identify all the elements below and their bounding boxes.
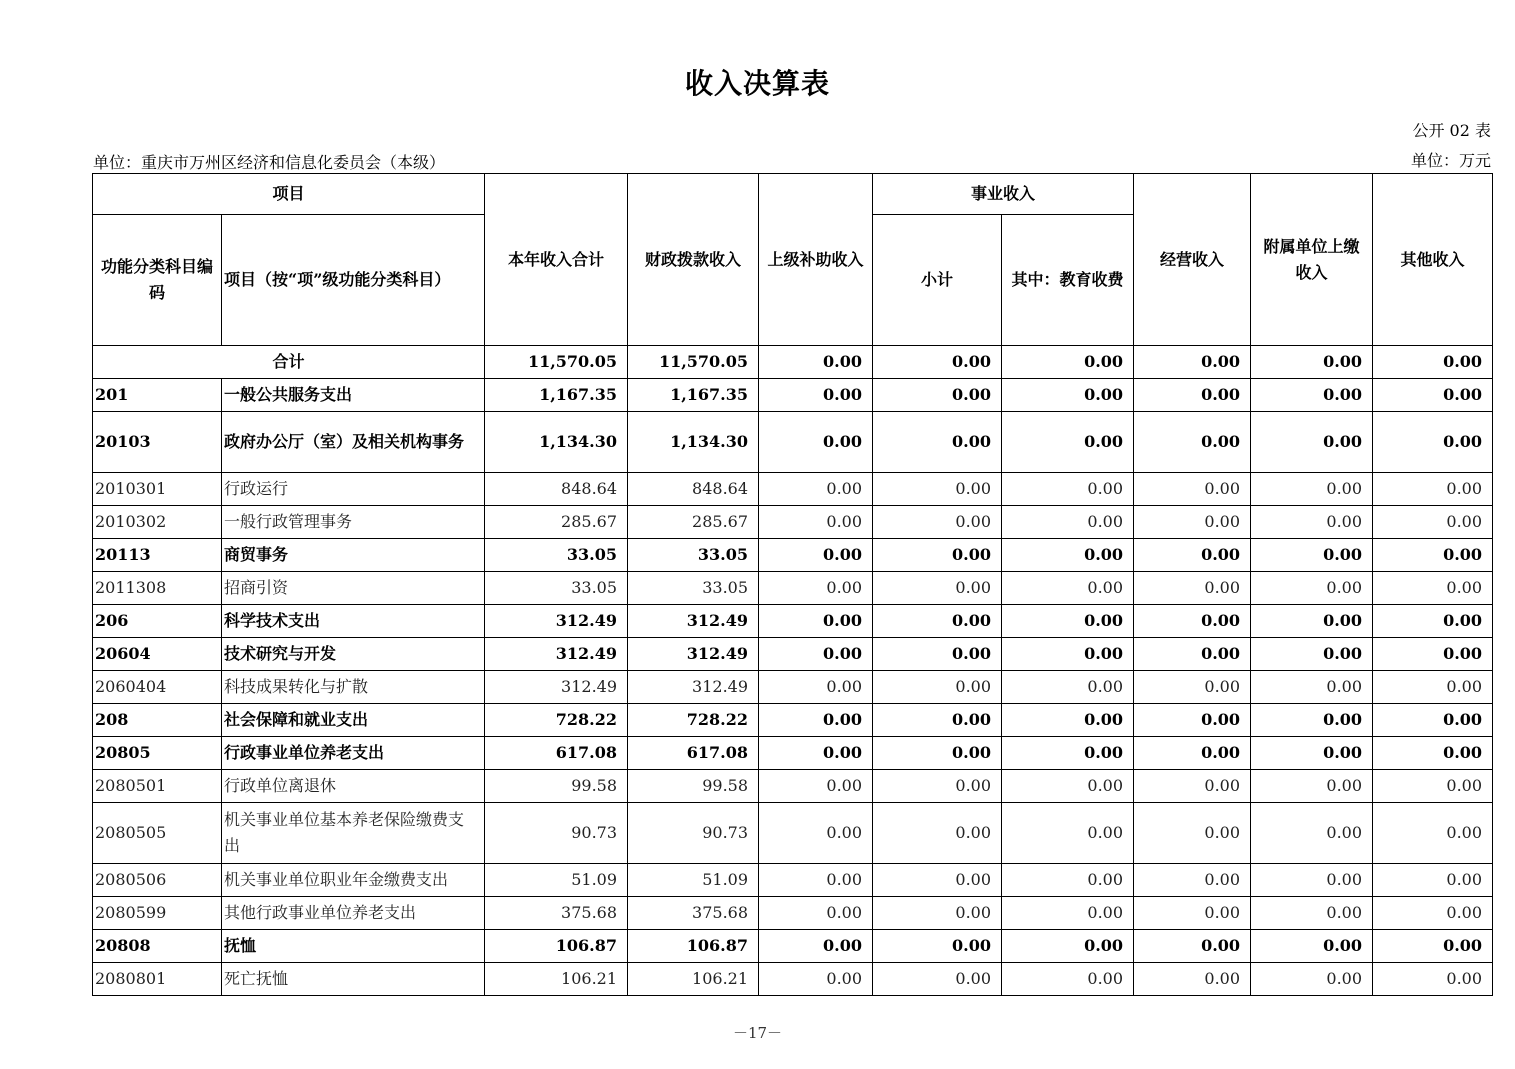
row-value: 0.00: [1134, 605, 1251, 638]
table-row: [93, 412, 1493, 473]
row-value: 0.00: [1002, 572, 1134, 605]
row-value: 0.00: [1002, 379, 1134, 412]
row-code: 2080801: [93, 963, 222, 996]
row-value: 0.00: [759, 605, 873, 638]
row-value: 0.00: [873, 638, 1002, 671]
row-value: 0.00: [873, 930, 1002, 963]
row-value: 0.00: [1134, 737, 1251, 770]
row-name: 机关事业单位基本养老保险缴费支出: [222, 803, 485, 864]
row-value: 0.00: [1002, 671, 1134, 704]
currency-unit: 单位：万元: [1410, 151, 1491, 170]
row-code: 2080505: [93, 803, 222, 864]
row-value: 0.00: [1134, 963, 1251, 996]
row-value: 0.00: [1251, 412, 1373, 473]
row-code: 208: [93, 704, 222, 737]
row-value: 1,134.30: [628, 412, 759, 473]
row-value: 0.00: [1251, 671, 1373, 704]
table-row: [93, 704, 1493, 737]
page-title: 收入决算表: [684, 67, 830, 100]
row-value: 0.00: [1251, 605, 1373, 638]
total-value: 11,570.05: [485, 346, 628, 379]
row-value: 0.00: [1373, 963, 1493, 996]
row-value: 0.00: [1373, 704, 1493, 737]
row-value: 848.64: [628, 473, 759, 506]
row-value: 0.00: [1002, 605, 1134, 638]
row-value: 0.00: [759, 572, 873, 605]
header-fiscal: 财政拨款收入: [628, 174, 759, 346]
row-value: 0.00: [759, 803, 873, 864]
row-value: 0.00: [1373, 572, 1493, 605]
row-value: 0.00: [1002, 638, 1134, 671]
page-number: －17－: [732, 1024, 783, 1042]
row-value: 33.05: [628, 572, 759, 605]
row-value: 51.09: [628, 864, 759, 897]
row-value: 0.00: [759, 412, 873, 473]
row-value: 0.00: [1134, 473, 1251, 506]
total-value: 0.00: [1134, 346, 1251, 379]
row-value: 617.08: [485, 737, 628, 770]
row-value: 0.00: [873, 506, 1002, 539]
table-row: [93, 539, 1493, 572]
row-value: 0.00: [1134, 539, 1251, 572]
row-value: 0.00: [1251, 864, 1373, 897]
row-value: 0.00: [873, 572, 1002, 605]
row-value: 0.00: [1002, 803, 1134, 864]
total-value: 0.00: [759, 346, 873, 379]
row-value: 0.00: [1134, 671, 1251, 704]
row-name: 一般公共服务支出: [222, 379, 485, 412]
row-value: 285.67: [485, 506, 628, 539]
row-value: 0.00: [1251, 473, 1373, 506]
row-name: 技术研究与开发: [222, 638, 485, 671]
income-table: [92, 173, 1493, 996]
row-value: 0.00: [1134, 572, 1251, 605]
row-value: 0.00: [1002, 770, 1134, 803]
row-value: 0.00: [1002, 930, 1134, 963]
row-value: 51.09: [485, 864, 628, 897]
row-name: 招商引资: [222, 572, 485, 605]
row-value: 1,167.35: [628, 379, 759, 412]
row-name: 商贸事务: [222, 539, 485, 572]
row-value: 0.00: [1251, 737, 1373, 770]
row-value: 106.87: [628, 930, 759, 963]
row-value: 0.00: [1251, 704, 1373, 737]
row-value: 617.08: [628, 737, 759, 770]
row-value: 0.00: [873, 803, 1002, 864]
table-row: [93, 897, 1493, 930]
row-value: 0.00: [1373, 638, 1493, 671]
row-value: 0.00: [1251, 506, 1373, 539]
row-name: 机关事业单位职业年金缴费支出: [222, 864, 485, 897]
row-code: 20604: [93, 638, 222, 671]
table-row: [93, 638, 1493, 671]
row-value: 0.00: [873, 770, 1002, 803]
row-value: 0.00: [873, 897, 1002, 930]
row-value: 0.00: [1373, 930, 1493, 963]
row-code: 2010301: [93, 473, 222, 506]
row-value: 0.00: [1134, 379, 1251, 412]
header-project: 项目: [93, 174, 485, 215]
row-value: 0.00: [1002, 412, 1134, 473]
row-value: 0.00: [759, 864, 873, 897]
row-code: 20805: [93, 737, 222, 770]
table-row: [93, 963, 1493, 996]
row-value: 0.00: [873, 605, 1002, 638]
form-number: 公开 02 表: [1412, 121, 1491, 140]
table-row: [93, 930, 1493, 963]
row-value: 33.05: [485, 539, 628, 572]
row-value: 0.00: [1373, 379, 1493, 412]
row-name: 行政单位离退休: [222, 770, 485, 803]
row-value: 1,134.30: [485, 412, 628, 473]
row-value: 0.00: [873, 963, 1002, 996]
row-value: 312.49: [485, 638, 628, 671]
row-value: 0.00: [1373, 671, 1493, 704]
row-value: 0.00: [1002, 473, 1134, 506]
row-value: 0.00: [1373, 803, 1493, 864]
row-code: 2010302: [93, 506, 222, 539]
header-edu: 其中：教育收费: [1002, 215, 1134, 346]
row-value: 0.00: [1251, 638, 1373, 671]
row-value: 0.00: [1251, 930, 1373, 963]
table-row: [93, 506, 1493, 539]
header-business: 事业收入: [873, 174, 1134, 215]
row-value: 0.00: [1373, 412, 1493, 473]
row-value: 0.00: [1134, 770, 1251, 803]
row-name: 抚恤: [222, 930, 485, 963]
row-code: 2080599: [93, 897, 222, 930]
table-row: [93, 671, 1493, 704]
table-row: [93, 803, 1493, 864]
table-row: [93, 864, 1493, 897]
row-name: 其他行政事业单位养老支出: [222, 897, 485, 930]
row-value: 312.49: [628, 605, 759, 638]
row-value: 312.49: [485, 671, 628, 704]
row-value: 0.00: [759, 963, 873, 996]
row-value: 0.00: [1134, 506, 1251, 539]
row-value: 1,167.35: [485, 379, 628, 412]
total-value: 0.00: [873, 346, 1002, 379]
row-value: 0.00: [759, 506, 873, 539]
total-row: [93, 346, 1493, 379]
row-value: 0.00: [1373, 473, 1493, 506]
table-row: [93, 770, 1493, 803]
row-value: 0.00: [873, 473, 1002, 506]
total-value: 0.00: [1251, 346, 1373, 379]
row-value: 0.00: [759, 379, 873, 412]
row-value: 728.22: [628, 704, 759, 737]
row-code: 2080501: [93, 770, 222, 803]
row-value: 0.00: [1373, 864, 1493, 897]
row-value: 0.00: [1002, 737, 1134, 770]
row-value: 285.67: [628, 506, 759, 539]
row-name: 一般行政管理事务: [222, 506, 485, 539]
table-row: [93, 572, 1493, 605]
row-value: 0.00: [1373, 539, 1493, 572]
row-value: 0.00: [759, 671, 873, 704]
row-value: 0.00: [1002, 704, 1134, 737]
row-value: 0.00: [873, 671, 1002, 704]
row-value: 90.73: [628, 803, 759, 864]
header-code: 功能分类科目编码: [93, 215, 222, 346]
row-value: 106.87: [485, 930, 628, 963]
header-total: 本年收入合计: [485, 174, 628, 346]
row-code: 20113: [93, 539, 222, 572]
row-value: 99.58: [485, 770, 628, 803]
row-value: 0.00: [1134, 864, 1251, 897]
row-value: 0.00: [1251, 770, 1373, 803]
row-value: 0.00: [1002, 963, 1134, 996]
row-code: 2080506: [93, 864, 222, 897]
header-operating: 经营收入: [1134, 174, 1251, 346]
row-code: 206: [93, 605, 222, 638]
row-value: 0.00: [1251, 897, 1373, 930]
row-value: 0.00: [1251, 803, 1373, 864]
row-code: 20808: [93, 930, 222, 963]
row-code: 20103: [93, 412, 222, 473]
row-value: 0.00: [873, 737, 1002, 770]
header-name: 项目（按“项”级功能分类科目）: [222, 215, 485, 346]
row-name: 行政事业单位养老支出: [222, 737, 485, 770]
row-value: 0.00: [1134, 897, 1251, 930]
row-name: 科学技术支出: [222, 605, 485, 638]
row-value: 0.00: [1002, 539, 1134, 572]
row-value: 0.00: [759, 737, 873, 770]
row-value: 0.00: [1373, 506, 1493, 539]
row-value: 0.00: [759, 930, 873, 963]
row-value: 375.68: [485, 897, 628, 930]
row-value: 0.00: [1134, 638, 1251, 671]
row-value: 0.00: [1002, 897, 1134, 930]
row-value: 0.00: [1134, 704, 1251, 737]
row-value: 0.00: [873, 412, 1002, 473]
row-value: 0.00: [1251, 539, 1373, 572]
row-value: 0.00: [1251, 963, 1373, 996]
row-value: 0.00: [759, 638, 873, 671]
reporting-unit: 单位：重庆市万州区经济和信息化委员会（本级）: [93, 153, 446, 172]
row-code: 2011308: [93, 572, 222, 605]
total-value: 0.00: [1373, 346, 1493, 379]
row-value: 312.49: [628, 671, 759, 704]
row-value: 33.05: [628, 539, 759, 572]
row-value: 33.05: [485, 572, 628, 605]
row-code: 201: [93, 379, 222, 412]
row-value: 0.00: [1002, 864, 1134, 897]
table-row: [93, 473, 1493, 506]
row-code: 2060404: [93, 671, 222, 704]
row-value: 0.00: [873, 539, 1002, 572]
row-value: 0.00: [1251, 572, 1373, 605]
row-value: 0.00: [1373, 605, 1493, 638]
total-value: 0.00: [1002, 346, 1134, 379]
table-row: [93, 737, 1493, 770]
row-value: 106.21: [485, 963, 628, 996]
row-value: 0.00: [1134, 803, 1251, 864]
row-name: 社会保障和就业支出: [222, 704, 485, 737]
header-subtotal: 小计: [873, 215, 1002, 346]
total-label: 合计: [93, 346, 485, 379]
table-row: [93, 605, 1493, 638]
row-value: 90.73: [485, 803, 628, 864]
row-name: 行政运行: [222, 473, 485, 506]
row-value: 375.68: [628, 897, 759, 930]
total-value: 11,570.05: [628, 346, 759, 379]
row-value: 0.00: [873, 704, 1002, 737]
row-value: 312.49: [628, 638, 759, 671]
row-value: 0.00: [1373, 737, 1493, 770]
header-other: 其他收入: [1373, 174, 1493, 346]
row-value: 0.00: [759, 473, 873, 506]
row-value: 0.00: [1251, 379, 1373, 412]
row-value: 0.00: [873, 864, 1002, 897]
row-value: 99.58: [628, 770, 759, 803]
row-name: 科技成果转化与扩散: [222, 671, 485, 704]
row-value: 0.00: [1002, 506, 1134, 539]
row-value: 0.00: [759, 539, 873, 572]
row-value: 0.00: [873, 379, 1002, 412]
header-affiliated: 附属单位上缴收入: [1251, 174, 1373, 346]
row-name: 死亡抚恤: [222, 963, 485, 996]
row-value: 312.49: [485, 605, 628, 638]
header-superior: 上级补助收入: [759, 174, 873, 346]
table-row: [93, 379, 1493, 412]
row-value: 0.00: [1373, 770, 1493, 803]
row-value: 0.00: [759, 770, 873, 803]
row-value: 0.00: [1134, 930, 1251, 963]
row-value: 0.00: [1134, 412, 1251, 473]
row-value: 0.00: [1373, 897, 1493, 930]
row-name: 政府办公厅（室）及相关机构事务: [222, 412, 485, 473]
row-value: 848.64: [485, 473, 628, 506]
row-value: 728.22: [485, 704, 628, 737]
row-value: 106.21: [628, 963, 759, 996]
row-value: 0.00: [759, 704, 873, 737]
row-value: 0.00: [759, 897, 873, 930]
